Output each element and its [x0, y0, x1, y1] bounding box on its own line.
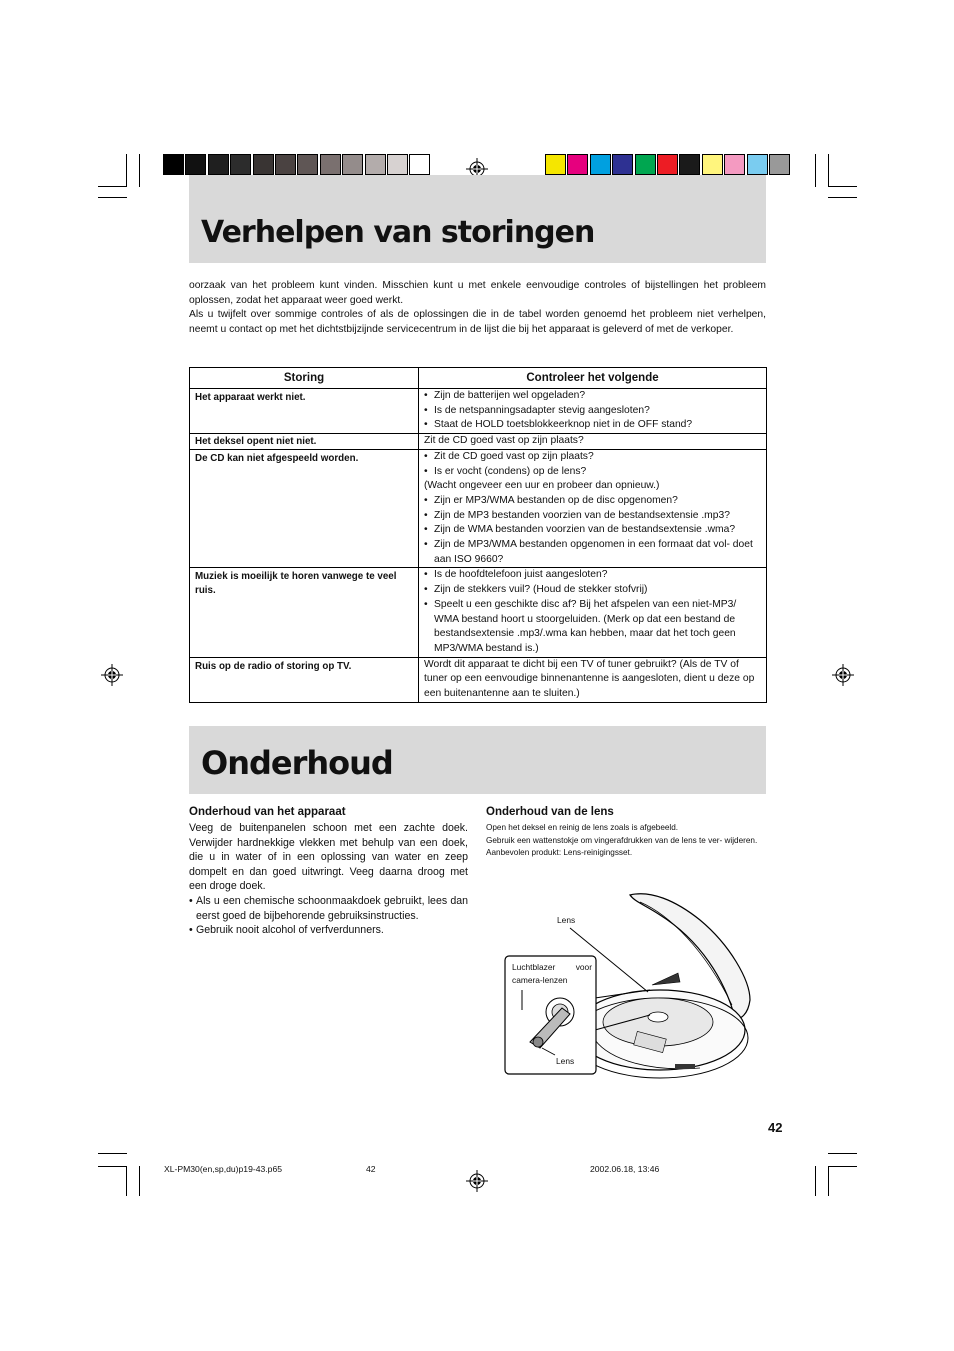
figure-label: Lens [557, 915, 576, 925]
footer-filename: XL-PM30(en,sp,du)p19-43.p65 [164, 1164, 283, 1174]
list-item: • Staat de HOLD toetsblokkeerknop niet in de OFF stand? [424, 418, 762, 433]
note-text: (Wacht ongeveer een uur en probeer dan opnieuw.) [424, 480, 660, 492]
check-cell: Wordt dit apparaat te dicht bij een TV of tuner gebruikt? (Als de TV of tuner op een eenvoudige binnenantenne is aangesloten, dient u deze op een buitenantenne aan te sluiten.) [419, 657, 767, 702]
paragraph: Open het deksel en reinig de lens zoals is afgebeeld. [486, 823, 679, 832]
gray-swatch [185, 154, 206, 175]
list-item: • Is er vocht (condens) op de lens? [424, 465, 762, 480]
list-item: • Gebruik nooit alcohol of verfverdunners. [189, 924, 384, 937]
registration-mark-icon [832, 664, 854, 686]
color-swatch [657, 154, 678, 175]
list-item: • Zijn de MP3 bestanden voorzien van de bestandsextensie .mp3? [424, 509, 762, 524]
color-swatch [679, 154, 700, 175]
gray-swatch [230, 154, 251, 175]
table-row [190, 434, 767, 450]
list-item: • Speelt u een geschikte disc af? Bij het afspelen van een niet-MP3/ WMA bestand hoort u stoorgeluiden. (Merk op dat een bestand de bestandsextensie .mp3/.wma kan hebben, maar dat het toch geen MP3/WMA bestand is.) [424, 598, 762, 657]
symptom-cell: Muziek is moeilijk te horen vanwege te veel ruis. [190, 568, 419, 657]
page-title: Verhelpen van storingen [201, 215, 595, 250]
registration-mark-icon [466, 1170, 488, 1192]
color-swatch [724, 154, 745, 175]
symptom-cell: Het deksel opent niet niet. [190, 434, 419, 450]
symptom-cell: Het apparaat werkt niet. [190, 389, 419, 434]
gray-swatch [253, 154, 274, 175]
paragraph: Gebruik een wattenstokje om vingerafdrukken van de lens te ver- wijderen. [486, 835, 758, 845]
section-heading: Onderhoud van de lens [486, 806, 614, 818]
table-row [190, 389, 767, 434]
table-row [190, 568, 767, 657]
gray-swatch [163, 154, 184, 175]
color-swatch [567, 154, 588, 175]
gray-swatch [387, 154, 408, 175]
color-swatch [590, 154, 611, 175]
footer-page: 42 [366, 1164, 376, 1174]
check-cell [419, 449, 767, 568]
list-item: • Zijn de stekkers vuil? (Houd de stekker stofvrij) [424, 583, 762, 598]
section-heading: Onderhoud van het apparaat [189, 806, 346, 818]
intro-text [189, 279, 766, 337]
list-item: • Als u een chemische schoonmaakdoek gebruikt, lees dan eerst goed de bijbehorende gebruiksinstructies. [189, 894, 468, 922]
intro-paragraph: Als u twijfelt over sommige controles of als de oplossingen die in de tabel worden genoemd het probleem niet verhelpen, neemt u contact op met het dichtstbijzijnde servicecentrum in de lijst die bij het apparaat is geleverd of met de verkoper. [189, 309, 766, 335]
symptom-cell: Ruis op de radio of storing op TV. [190, 657, 419, 702]
list-item: • Zit de CD goed vast op zijn plaats? [424, 450, 762, 465]
list-item: • Zijn de MP3/WMA bestanden opgenomen in een formaat dat vol- doet aan ISO 9660? [424, 538, 762, 567]
gray-swatch [342, 154, 363, 175]
list-item: • Zijn de batterijen wel opgeladen? [424, 389, 762, 404]
list-item: • Zijn er MP3/WMA bestanden op de disc opgenomen? [424, 494, 762, 509]
gray-swatch [297, 154, 318, 175]
lens-text [486, 822, 767, 860]
page-number: 42 [768, 1120, 783, 1135]
column-header: Controleer het volgende [419, 368, 767, 389]
gray-swatch [275, 154, 296, 175]
paragraph: Veeg de buitenpanelen schoon met een zachte doek. Verwijder hardnekkige vlekken met behulp van een doek, die u in water of in een oplossing van water en zeep dompelt en dan goed uitwringt. Veeg daarna droog met een droge doek. [189, 822, 468, 893]
symptom-cell: De CD kan niet afgespeeld worden. [190, 449, 419, 568]
footer-date: 2002.06.18, 13:46 [590, 1164, 660, 1174]
list-item: • Is de netspanningsadapter stevig aangesloten? [424, 404, 762, 419]
maintenance-text [189, 821, 468, 938]
section-banner [189, 175, 766, 263]
section-banner [189, 726, 766, 794]
list-item: • Zijn de WMA bestanden voorzien van de bestandsextensie .wma? [424, 523, 762, 538]
color-swatch [635, 154, 656, 175]
list-item: • Is de hoofdtelefoon juist aangesloten? [424, 568, 762, 583]
color-swatch [612, 154, 633, 175]
table-row [190, 449, 767, 568]
registration-mark-icon [101, 664, 123, 686]
gray-swatch [208, 154, 229, 175]
color-swatch [702, 154, 723, 175]
color-swatch [747, 154, 768, 175]
check-cell [419, 568, 767, 657]
table-header-row [190, 368, 767, 389]
check-cell: Zit de CD goed vast op zijn plaats? [419, 434, 767, 450]
gray-swatch [320, 154, 341, 175]
gray-swatch [409, 154, 430, 175]
check-cell [419, 389, 767, 434]
table-row [190, 657, 767, 702]
column-header: Storing [190, 368, 419, 389]
section-title: Onderhoud [201, 744, 393, 782]
paragraph: Aanbevolen produkt: Lens-reinigingsset. [486, 848, 633, 858]
figure-label: Luchtblazer voor camera-lenzen [512, 962, 592, 985]
color-swatch [545, 154, 566, 175]
intro-paragraph: oorzaak van het probleem kunt vinden. Misschien kunt u met enkele eenvoudige controles of bijstellingen het probleem oplossen, zodat het apparaat weer goed werkt. [189, 280, 766, 306]
troubleshooting-table [189, 367, 767, 703]
figure-label: Lens [556, 1056, 575, 1066]
gray-swatch [365, 154, 386, 175]
color-swatch [769, 154, 790, 175]
